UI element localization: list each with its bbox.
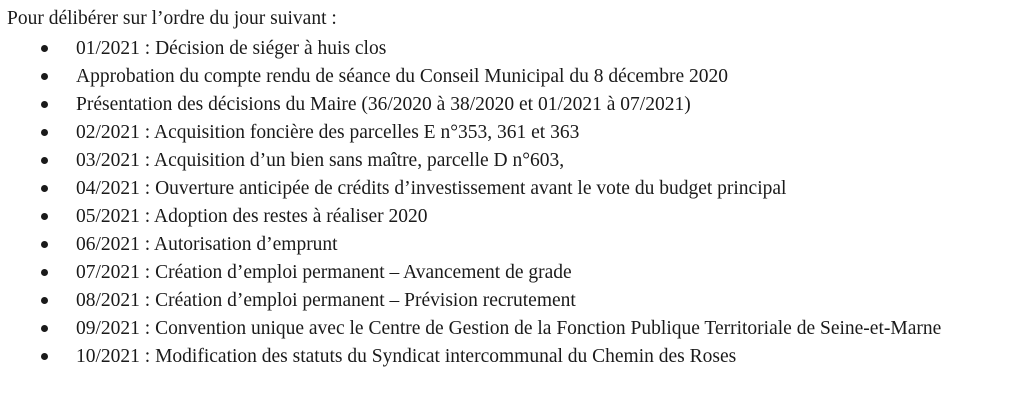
list-item [7, 289, 1012, 312]
bullet-icon [41, 73, 48, 80]
bullet-icon [41, 353, 48, 360]
bullet-icon [41, 129, 48, 136]
agenda-intro: Pour délibérer sur l’ordre du jour suivant : [7, 8, 337, 29]
document-page [7, 6, 1012, 368]
bullet-icon [41, 45, 48, 52]
bullet-icon [41, 157, 48, 164]
list-item [7, 317, 1012, 340]
list-item [7, 65, 1012, 88]
agenda-item-text: 01/2021 : Décision de siéger à huis clos [76, 38, 387, 59]
bullet-icon [41, 213, 48, 220]
agenda-item-text: 06/2021 : Autorisation d’emprunt [76, 234, 338, 255]
bullet-icon [41, 269, 48, 276]
bullet-icon [41, 185, 48, 192]
list-item [7, 121, 1012, 144]
bullet-icon [41, 325, 48, 332]
agenda-item-text: 10/2021 : Modification des statuts du Syndicat intercommunal du Chemin des Roses [76, 346, 737, 367]
list-item [7, 149, 1012, 172]
bullet-icon [41, 241, 48, 248]
list-item [7, 93, 1012, 116]
list-item [7, 345, 1012, 368]
agenda-item-text: 02/2021 : Acquisition foncière des parcelles E n°353, 361 et 363 [76, 122, 580, 143]
bullet-icon [41, 101, 48, 108]
list-item [7, 261, 1012, 284]
list-item [7, 177, 1012, 200]
bullet-icon [41, 297, 48, 304]
list-item [7, 205, 1012, 228]
agenda-item-text: 07/2021 : Création d’emploi permanent – Avancement de grade [76, 262, 572, 283]
agenda-item-text: 03/2021 : Acquisition d’un bien sans maître, parcelle D n°603, [76, 150, 565, 171]
agenda-list [7, 37, 1012, 368]
agenda-item-text: Approbation du compte rendu de séance du Conseil Municipal du 8 décembre 2020 [76, 66, 728, 87]
agenda-item-text: 04/2021 : Ouverture anticipée de crédits d’investissement avant le vote du budget principal [76, 178, 787, 199]
agenda-item-text: 05/2021 : Adoption des restes à réaliser 2020 [76, 206, 428, 227]
list-item [7, 233, 1012, 256]
agenda-item-text: 09/2021 : Convention unique avec le Centre de Gestion de la Fonction Publique Territoriale de Seine-et-Marne [76, 318, 942, 339]
agenda-item-text: 08/2021 : Création d’emploi permanent – Prévision recrutement [76, 290, 576, 311]
list-item [7, 37, 1012, 60]
agenda-item-text: Présentation des décisions du Maire (36/2020 à 38/2020 et 01/2021 à 07/2021) [76, 94, 691, 115]
